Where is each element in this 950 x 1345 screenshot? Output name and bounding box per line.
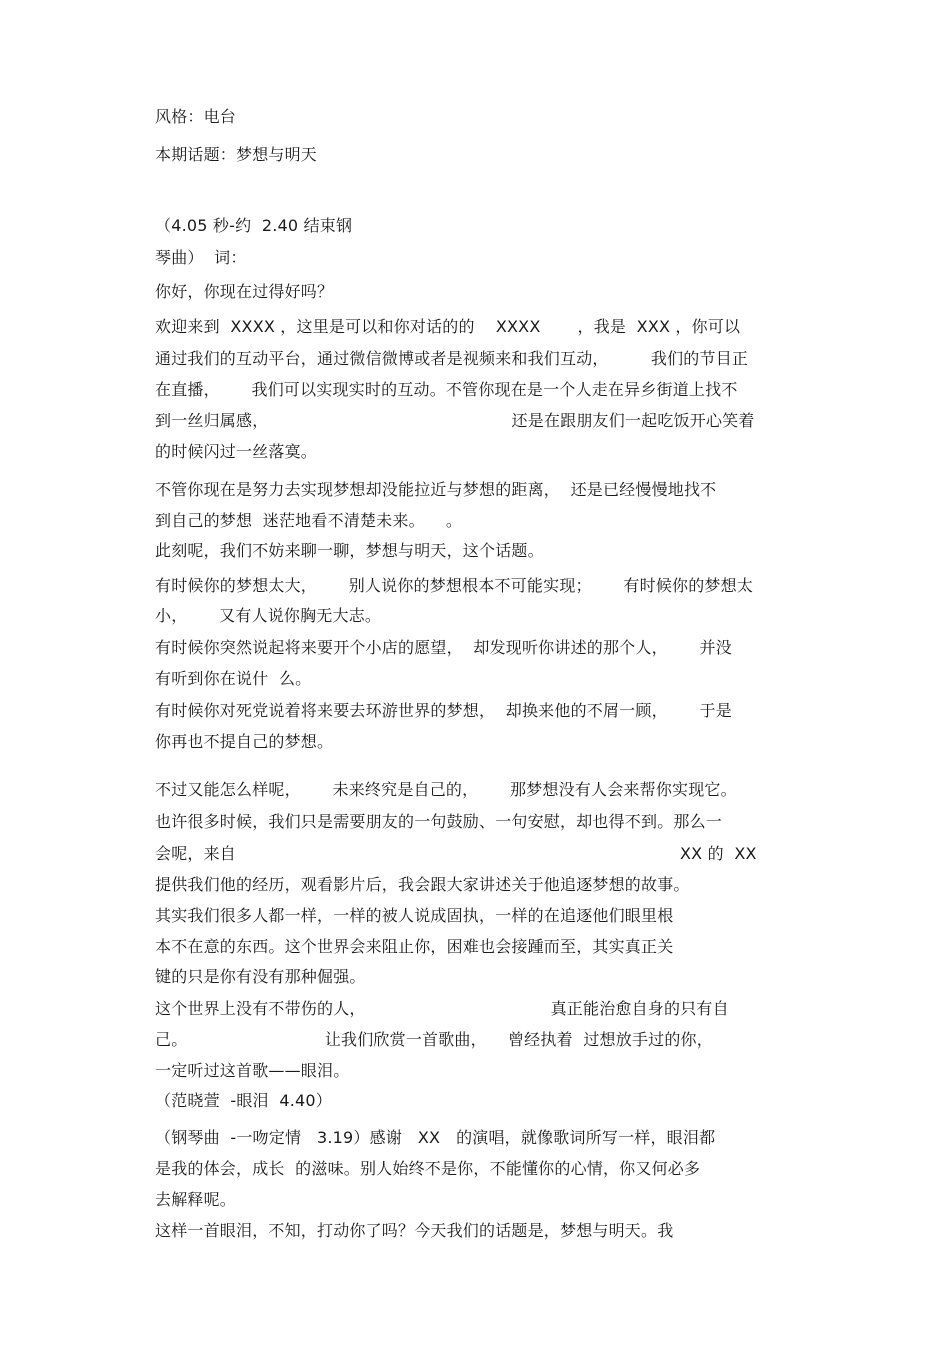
paragraph-line: 提供我们他的经历，观看影片后，我会跟大家讲述关于他追逐梦想的故事。 xyxy=(155,875,690,894)
paragraph-line: 的时候闪过一丝落寞。 xyxy=(155,442,318,461)
paragraph-line: 有时候你突然说起将来要开个小店的愿望， 却发现听你讲述的那个人， 并没 xyxy=(155,638,732,657)
paragraph-line: 在直播， 我们可以实现实时的互动。不管你现在是一个人走在异乡街道上找不 xyxy=(155,380,738,399)
paragraph-line: 通过我们的互动平台，通过微信微博或者是视频来和我们互动， 我们的节目正 xyxy=(155,349,749,368)
paragraph-line: 这样一首眼泪，不知，打动你了吗？今天我们的话题是，梦想与明天。我 xyxy=(155,1221,674,1240)
intro-note: （4.05 秒-约 2.40 结束钢 xyxy=(155,216,353,235)
paragraph-line: 有时候你的梦想太大， 别人说你的梦想根本不可能实现； 有时候你的梦想太 xyxy=(155,576,754,595)
paragraph-line: 去解释呢。 xyxy=(155,1190,237,1209)
greeting-line: 你好，你现在过得好吗？ xyxy=(155,282,334,301)
paragraph-line: 是我的体会，成长 的滋味。别人始终不是你，不能懂你的心情，你又何必多 xyxy=(155,1159,701,1178)
paragraph-line: 这个世界上没有不带伤的人， 真正能治愈自身的只有自 xyxy=(155,999,729,1018)
topic-line: 本期话题：梦想与明天 xyxy=(155,145,318,164)
paragraph-line: 键的只是你有没有那种倔强。 xyxy=(155,967,366,986)
paragraph-line: 其实我们很多人都一样，一样的被人说成固执，一样的在追逐他们眼里根 xyxy=(155,906,674,925)
paragraph-line: 不管你现在是努力去实现梦想却没能拉近与梦想的距离， 还是已经慢慢地找不 xyxy=(155,480,717,499)
style-line: 风格：电台 xyxy=(155,107,237,126)
paragraph-line: 到自己的梦想 迷茫地看不清楚未来。 。 xyxy=(155,511,463,530)
paragraph-line: 小， 又有人说你胸无大志。 xyxy=(155,606,382,625)
paragraph-line: 本不在意的东西。这个世界会来阻止你，困难也会接踵而至，其实真正关 xyxy=(155,937,674,956)
paragraph-line: 此刻呢，我们不妨来聊一聊，梦想与明天，这个话题。 xyxy=(155,541,544,560)
intro-note: 琴曲） 词： xyxy=(155,248,247,267)
paragraph-line: 也许很多时候，我们只是需要朋友的一句鼓励、一句安慰，却也得不到。那么一 xyxy=(155,812,723,831)
paragraph-line: （钢琴曲 -一吻定情 3.19）感谢 XX 的演唱，就像歌词所写一样，眼泪都 xyxy=(155,1128,716,1147)
paragraph-line: 不过又能怎么样呢， 未来终究是自己的， 那梦想没有人会来帮你实现它。 xyxy=(155,780,737,799)
paragraph-line: 一定听过这首歌——眼泪。 xyxy=(155,1061,350,1080)
paragraph-line: 己。 让我们欣赏一首歌曲， 曾经执着 过想放手过的你， xyxy=(155,1030,713,1049)
paragraph-line: 到一丝归属感， 还是在跟朋友们一起吃饭开心笑着 xyxy=(155,411,755,430)
paragraph-line: 欢迎来到 XXXX ，这里是可以和你对话的的 XXXX ，我是 XXX ，你可以 xyxy=(155,317,741,336)
paragraph-line: 有时候你对死党说着将来要去环游世界的梦想， 却换来他的不屑一顾， 于是 xyxy=(155,701,732,720)
paragraph-line: 会呢，来自 XX 的 XX xyxy=(155,844,757,863)
paragraph-line: 有听到你在说什 么。 xyxy=(155,669,312,688)
song-note: （范晓萱 -眼泪 4.40） xyxy=(155,1091,332,1110)
paragraph-line: 你再也不提自己的梦想。 xyxy=(155,732,334,751)
